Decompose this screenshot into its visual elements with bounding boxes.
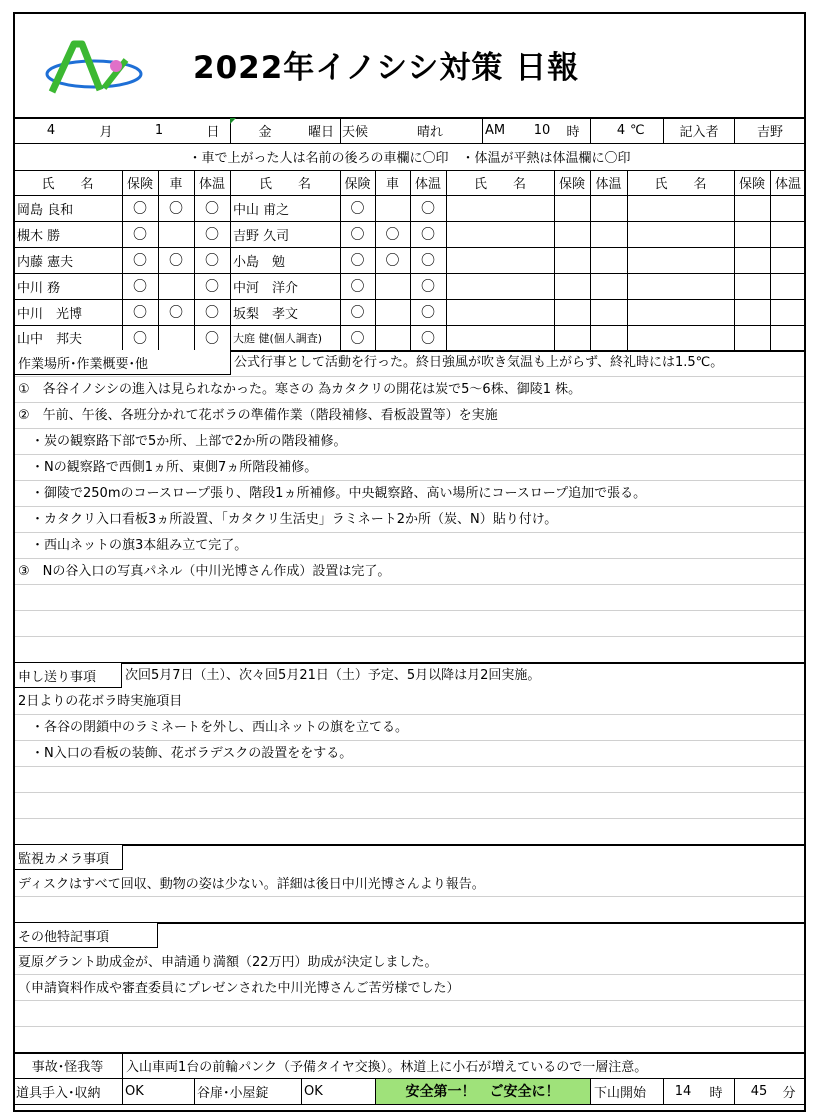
temp-mark[interactable]: 〇 bbox=[205, 305, 219, 321]
attendee-name[interactable]: 中川 務 bbox=[17, 280, 61, 296]
accident-value[interactable]: 入山車両1台の前輪パンク（予備タイヤ交換）。林道上に小石が増えているので一層注意。 bbox=[126, 1059, 648, 1075]
insurance-mark[interactable]: 〇 bbox=[133, 330, 147, 347]
car-mark[interactable] bbox=[375, 195, 410, 221]
writer-value[interactable]: 吉野 bbox=[756, 125, 783, 140]
attendee-name[interactable]: 岡島 良和 bbox=[17, 202, 74, 218]
work-line[interactable]: ① 各谷イノシシの進入は見られなかった。寒さの 為カタクリの開花は炭で5～6株、御陵1 株。 bbox=[18, 382, 582, 397]
header-name-3: 氏 名 bbox=[473, 177, 526, 192]
insurance-mark[interactable]: 〇 bbox=[133, 201, 147, 217]
header-car-1: 車 bbox=[169, 177, 183, 192]
attendee-name[interactable]: 吉野 久司 bbox=[233, 228, 290, 244]
car-mark[interactable]: 〇 bbox=[385, 227, 400, 243]
insurance-mark[interactable]: 〇 bbox=[350, 305, 365, 321]
insurance-mark[interactable]: 〇 bbox=[133, 279, 147, 295]
car-mark[interactable]: 〇 bbox=[169, 201, 183, 217]
safety-banner: 安全第一！ ご安全に！ bbox=[405, 1084, 560, 1100]
attendee-name[interactable]: 中川 光博 bbox=[17, 306, 83, 322]
hour-value[interactable]: 10 bbox=[533, 123, 551, 138]
month-value[interactable]: 4 bbox=[46, 123, 56, 138]
work-section-label: 作業場所･作業概要･他 bbox=[15, 350, 231, 375]
attendee-name[interactable]: 大庭 健(個人調査) bbox=[233, 331, 323, 345]
work-line[interactable]: ③ Nの谷入口の写真パネル（中川光博さん作成）設置は完了。 bbox=[18, 564, 391, 579]
attendee-name[interactable]: 中河 洋介 bbox=[233, 280, 299, 296]
insurance-mark[interactable]: 〇 bbox=[133, 253, 147, 269]
header-temp-1: 体温 bbox=[198, 177, 225, 192]
camera-section-label: 監視カメラ事項 bbox=[15, 845, 123, 870]
weekday-label: 曜日 bbox=[307, 125, 334, 140]
insurance-mark[interactable]: 〇 bbox=[350, 227, 365, 243]
other-line[interactable]: （申請資料作成や審査委員にプレゼンされた中川光博さんご苦労様でした） bbox=[18, 981, 460, 996]
weekday-value[interactable]: 金 bbox=[258, 125, 272, 140]
handover-line[interactable]: ・N入口の看板の装飾、花ボラデスクの設置ををする。 bbox=[18, 746, 353, 761]
day-value[interactable]: 1 bbox=[154, 123, 164, 138]
insurance-mark[interactable]: 〇 bbox=[133, 227, 147, 243]
temp-value[interactable]: 4 bbox=[616, 123, 626, 138]
comment-marker-icon bbox=[230, 118, 236, 124]
car-mark[interactable] bbox=[375, 299, 410, 325]
work-line[interactable]: ・炭の観察路下部で5か所、上部で2か所の階段補修。 bbox=[18, 434, 347, 449]
attendee-name[interactable]: 坂梨 孝文 bbox=[233, 306, 299, 322]
car-mark[interactable]: 〇 bbox=[169, 305, 183, 321]
attendee-name[interactable]: 中山 甫之 bbox=[233, 202, 290, 218]
descent-hour-value[interactable]: 14 bbox=[674, 1083, 692, 1099]
work-line[interactable]: ・Nの観察路で西側1ヵ所、東側7ヵ所階段補修。 bbox=[18, 460, 318, 475]
car-mark[interactable]: 〇 bbox=[169, 253, 183, 269]
car-mark[interactable] bbox=[375, 273, 410, 299]
temp-unit: ℃ bbox=[630, 123, 645, 138]
header-name-4: 氏 名 bbox=[654, 177, 707, 192]
attendee-name[interactable]: 内藤 憲夫 bbox=[17, 254, 74, 270]
car-mark[interactable] bbox=[375, 325, 410, 350]
car-mark[interactable] bbox=[158, 273, 194, 299]
weather-label: 天候 bbox=[342, 125, 369, 140]
page-title: 2022年イノシシ対策 日報 bbox=[193, 50, 580, 86]
tools-label: 道具手入･収納 bbox=[16, 1085, 101, 1101]
temp-mark[interactable]: 〇 bbox=[205, 253, 219, 269]
insurance-mark[interactable]: 〇 bbox=[133, 305, 147, 321]
hour-label: 時 bbox=[566, 125, 580, 140]
insurance-mark[interactable]: 〇 bbox=[350, 201, 365, 217]
temp-mark[interactable]: 〇 bbox=[421, 201, 435, 217]
day-label: 日 bbox=[206, 125, 220, 140]
work-line[interactable]: ② 午前、午後、各班分かれて花ボラの準備作業（階段補修、看板設置等）を実施 bbox=[18, 408, 498, 423]
car-mark[interactable] bbox=[158, 325, 194, 350]
temp-mark[interactable]: 〇 bbox=[421, 253, 435, 269]
instruction-note: ・車で上がった人は名前の後ろの車欄に〇印 ・体温が平熱は体温欄に〇印 bbox=[188, 151, 631, 166]
header-temp-4: 体温 bbox=[774, 177, 801, 192]
gate-value[interactable]: OK bbox=[304, 1083, 323, 1099]
attendee-name[interactable]: 槻木 勝 bbox=[17, 228, 61, 244]
temp-mark[interactable]: 〇 bbox=[205, 279, 219, 295]
temp-mark[interactable]: 〇 bbox=[421, 330, 435, 347]
work-line[interactable]: ・カタクリ入口看板3ヵ所設置、「カタクリ生活史」ラミネート2か所（炭、N）貼り付け。 bbox=[18, 512, 558, 527]
temp-mark[interactable]: 〇 bbox=[205, 330, 219, 347]
attendee-name[interactable]: 山中 邦夫 bbox=[17, 332, 83, 347]
handover-section-label: 申し送り事項 bbox=[15, 663, 122, 688]
descent-hour-label: 時 bbox=[709, 1085, 723, 1101]
other-line[interactable]: 夏原グラント助成金が、申請通り満額（22万円）助成が決定しました。 bbox=[18, 955, 438, 970]
tools-value[interactable]: OK bbox=[125, 1083, 144, 1099]
header-temp-2: 体温 bbox=[414, 177, 441, 192]
handover-line[interactable]: ・各谷の閉鎖中のラミネートを外し、西山ネットの旗を立てる。 bbox=[18, 720, 409, 735]
header-insurance-4: 保険 bbox=[738, 177, 765, 192]
insurance-mark[interactable]: 〇 bbox=[350, 279, 365, 295]
header-temp-3: 体温 bbox=[595, 177, 622, 192]
work-summary[interactable]: 公式行事として活動を行った。終日強風が吹き気温も上がらず、終礼時には1.5℃。 bbox=[234, 355, 724, 370]
car-mark[interactable]: 〇 bbox=[385, 253, 400, 269]
insurance-mark[interactable]: 〇 bbox=[350, 330, 365, 347]
camera-line[interactable]: ディスクはすべて回収、動物の姿は少ない。詳細は後日中川光博さんより報告。 bbox=[18, 877, 485, 892]
descent-minute-value[interactable]: 45 bbox=[750, 1083, 768, 1099]
other-section-label: その他特記事項 bbox=[15, 923, 158, 948]
temp-mark[interactable]: 〇 bbox=[421, 227, 435, 243]
gate-label: 谷扉･小屋錠 bbox=[197, 1085, 269, 1101]
temp-mark[interactable]: 〇 bbox=[421, 305, 435, 321]
month-label: 月 bbox=[99, 125, 113, 140]
header-insurance-2: 保険 bbox=[344, 177, 371, 192]
temp-mark[interactable]: 〇 bbox=[421, 279, 435, 295]
temp-mark[interactable]: 〇 bbox=[205, 201, 219, 217]
ampm-label: AM bbox=[485, 123, 506, 138]
logo-icon bbox=[44, 40, 146, 98]
header-car-2: 車 bbox=[385, 177, 399, 192]
handover-line[interactable]: 2日よりの花ボラ時実施項目 bbox=[18, 694, 183, 709]
header-insurance-3: 保険 bbox=[558, 177, 585, 192]
descent-minute-label: 分 bbox=[782, 1085, 796, 1101]
work-line[interactable]: ・西山ネットの旗3本組み立て完了。 bbox=[18, 538, 248, 553]
work-line[interactable]: ・御陵で250mのコースロープ張り、階段1ヵ所補修。中央観察路、高い場所にコースロープ追加で張る。 bbox=[18, 486, 647, 501]
header-name-1: 氏 名 bbox=[41, 177, 94, 192]
weather-value[interactable]: 晴れ bbox=[416, 125, 443, 140]
accident-label: 事故･怪我等 bbox=[31, 1059, 104, 1075]
insurance-mark[interactable]: 〇 bbox=[350, 253, 365, 269]
writer-label: 記入者 bbox=[679, 125, 719, 140]
header-name-2: 氏 名 bbox=[258, 177, 311, 192]
header-insurance-1: 保険 bbox=[126, 177, 153, 192]
temp-mark[interactable]: 〇 bbox=[205, 227, 219, 243]
handover-summary[interactable]: 次回5月7日（土）、次々回5月21日（土）予定、5月以降は月2回実施。 bbox=[125, 668, 541, 683]
descent-label: 下山開始 bbox=[594, 1085, 647, 1101]
car-mark[interactable] bbox=[158, 221, 194, 247]
attendee-name[interactable]: 小島 勉 bbox=[233, 254, 286, 270]
